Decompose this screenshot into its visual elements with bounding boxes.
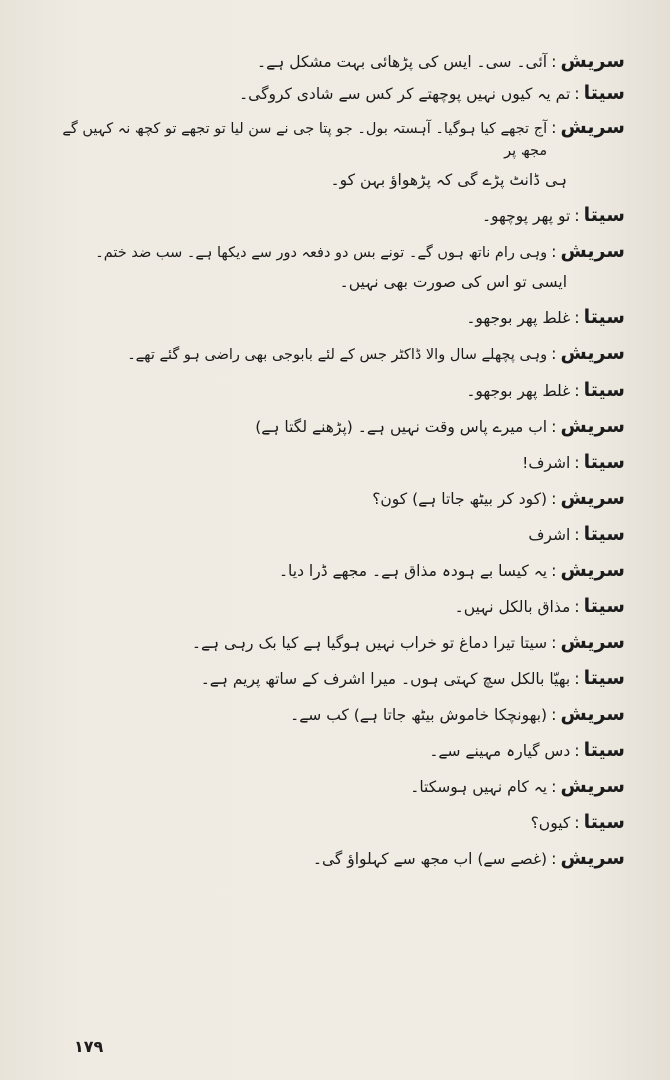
speaker-name: سریش bbox=[560, 240, 625, 262]
separator: : bbox=[574, 525, 580, 544]
separator: : bbox=[551, 344, 557, 363]
speech-text: آج تجھے کیا ہوگیا۔ آہستہ بول۔ جو پتا جی نے سن لیا تو تجھے تو کچھ نہ کہیں گے مجھ پر bbox=[62, 121, 548, 159]
dialogue-line bbox=[40, 379, 625, 402]
speaker-name: سریش bbox=[560, 487, 625, 509]
speech-text: اشرف! bbox=[522, 454, 571, 472]
dialogue-line bbox=[40, 116, 625, 162]
speech-text: تم یہ کیوں نہیں پوچھتے کر کس سے شادی کروگی۔ bbox=[239, 85, 571, 103]
speaker-name: سیتا bbox=[583, 739, 625, 761]
dialogue-line bbox=[40, 667, 625, 690]
speaker-name: سیتا bbox=[583, 82, 625, 104]
separator: : bbox=[551, 561, 557, 580]
dialogue-continuation bbox=[40, 271, 625, 293]
speaker-name: سیتا bbox=[583, 204, 625, 226]
separator: : bbox=[574, 84, 580, 103]
dialogue-line bbox=[40, 204, 625, 227]
speaker-name: سیتا bbox=[583, 451, 625, 473]
dialogue-line bbox=[40, 811, 625, 834]
dialogue-continuation bbox=[40, 169, 625, 191]
dialogue-line bbox=[40, 50, 625, 73]
speech-text: بھیّا بالکل سچ کہتی ہوں۔ میرا اشرف کے ساتھ پریم ہے۔ bbox=[200, 670, 571, 688]
dialogue-line bbox=[40, 559, 625, 582]
page-number: ۱۷۹ bbox=[74, 1037, 104, 1056]
speaker-name: سریش bbox=[560, 631, 625, 653]
speaker-name: سریش bbox=[560, 342, 625, 364]
speech-text: (غصے سے) اب مجھ سے کہلواؤ گی۔ bbox=[312, 850, 548, 868]
speaker-name: سریش bbox=[560, 775, 625, 797]
dialogue-line bbox=[40, 703, 625, 726]
separator: : bbox=[574, 813, 580, 832]
speaker-name: سریش bbox=[560, 415, 625, 437]
speech-text: کیوں؟ bbox=[530, 814, 571, 832]
speaker-name: سیتا bbox=[583, 595, 625, 617]
speech-text: یہ کیسا بے ہودہ مذاق ہے۔ مجھے ڈرا دیا۔ bbox=[278, 562, 548, 580]
separator: : bbox=[551, 52, 557, 71]
dialogue-line bbox=[40, 847, 625, 870]
separator: : bbox=[551, 417, 557, 436]
separator: : bbox=[574, 741, 580, 760]
separator: : bbox=[574, 206, 580, 225]
speaker-name: سیتا bbox=[583, 811, 625, 833]
speech-text: آئی۔ سی۔ ایس کی پڑھائی بہت مشکل ہے۔ bbox=[257, 53, 548, 71]
speech-text: ہی ڈانٹ پڑے گی کہ پڑھواؤ بہن کو۔ bbox=[330, 171, 567, 189]
separator: : bbox=[551, 118, 557, 137]
speech-text: مذاق بالکل نہیں۔ bbox=[454, 598, 571, 616]
speaker-name: سریش bbox=[560, 50, 625, 72]
dialogue-line bbox=[40, 451, 625, 474]
dialogue-line bbox=[40, 595, 625, 618]
dialogue-line bbox=[40, 240, 625, 264]
speaker-name: سریش bbox=[560, 703, 625, 725]
speech-text: غلط پھر بوجھو۔ bbox=[466, 382, 571, 400]
speech-text: سیتا تیرا دماغ تو خراب نہیں ہوگیا ہے کیا بک رہی ہے۔ bbox=[191, 634, 548, 652]
speech-text: (کود کر بیٹھ جاتا ہے) کون؟ bbox=[372, 490, 548, 508]
speech-text: یہ کام نہیں ہوسکتا۔ bbox=[410, 778, 548, 796]
speaker-name: سیتا bbox=[583, 667, 625, 689]
speaker-name: سریش bbox=[560, 116, 625, 138]
speech-text: دس گیارہ مہینے سے۔ bbox=[429, 742, 571, 760]
separator: : bbox=[574, 308, 580, 327]
dialogue-line bbox=[40, 631, 625, 654]
dialogue-line bbox=[40, 487, 625, 510]
dialogue-line bbox=[40, 523, 625, 546]
speech-text: ایسی تو اس کی صورت بھی نہیں۔ bbox=[339, 273, 567, 291]
separator: : bbox=[551, 777, 557, 796]
speech-text: اب میرے پاس وقت نہیں ہے۔ (پڑھنے لگتا ہے) bbox=[255, 418, 548, 436]
dialogue-block bbox=[40, 50, 625, 883]
separator: : bbox=[574, 669, 580, 688]
speech-text: (بھونچکا خاموش بیٹھ جاتا ہے) کب سے۔ bbox=[290, 706, 548, 724]
dialogue-line bbox=[40, 82, 625, 105]
speaker-name: سیتا bbox=[583, 306, 625, 328]
separator: : bbox=[574, 597, 580, 616]
speaker-name: سریش bbox=[560, 847, 625, 869]
speech-text: وہی رام ناتھ ہوں گے۔ تونے بس دو دفعہ دور سے دیکھا ہے۔ سب ضد ختم۔ bbox=[95, 245, 548, 261]
separator: : bbox=[551, 633, 557, 652]
dialogue-line bbox=[40, 415, 625, 438]
speaker-name: سیتا bbox=[583, 523, 625, 545]
speaker-name: سریش bbox=[560, 559, 625, 581]
separator: : bbox=[551, 242, 557, 261]
speech-text: غلط پھر بوجھو۔ bbox=[466, 309, 571, 327]
speech-text: تو پھر پوچھو۔ bbox=[481, 207, 571, 225]
dialogue-line bbox=[40, 342, 625, 366]
dialogue-line bbox=[40, 775, 625, 798]
speech-text: اشرف bbox=[528, 526, 571, 544]
dialogue-line bbox=[40, 306, 625, 329]
dialogue-line bbox=[40, 739, 625, 762]
separator: : bbox=[551, 489, 557, 508]
separator: : bbox=[551, 705, 557, 724]
separator: : bbox=[574, 453, 580, 472]
speech-text: وہی پچھلے سال والا ڈاکٹر جس کے لئے بابوجی بھی راضی ہو گئے تھے۔ bbox=[127, 347, 548, 363]
separator: : bbox=[551, 849, 557, 868]
speaker-name: سیتا bbox=[583, 379, 625, 401]
separator: : bbox=[574, 381, 580, 400]
